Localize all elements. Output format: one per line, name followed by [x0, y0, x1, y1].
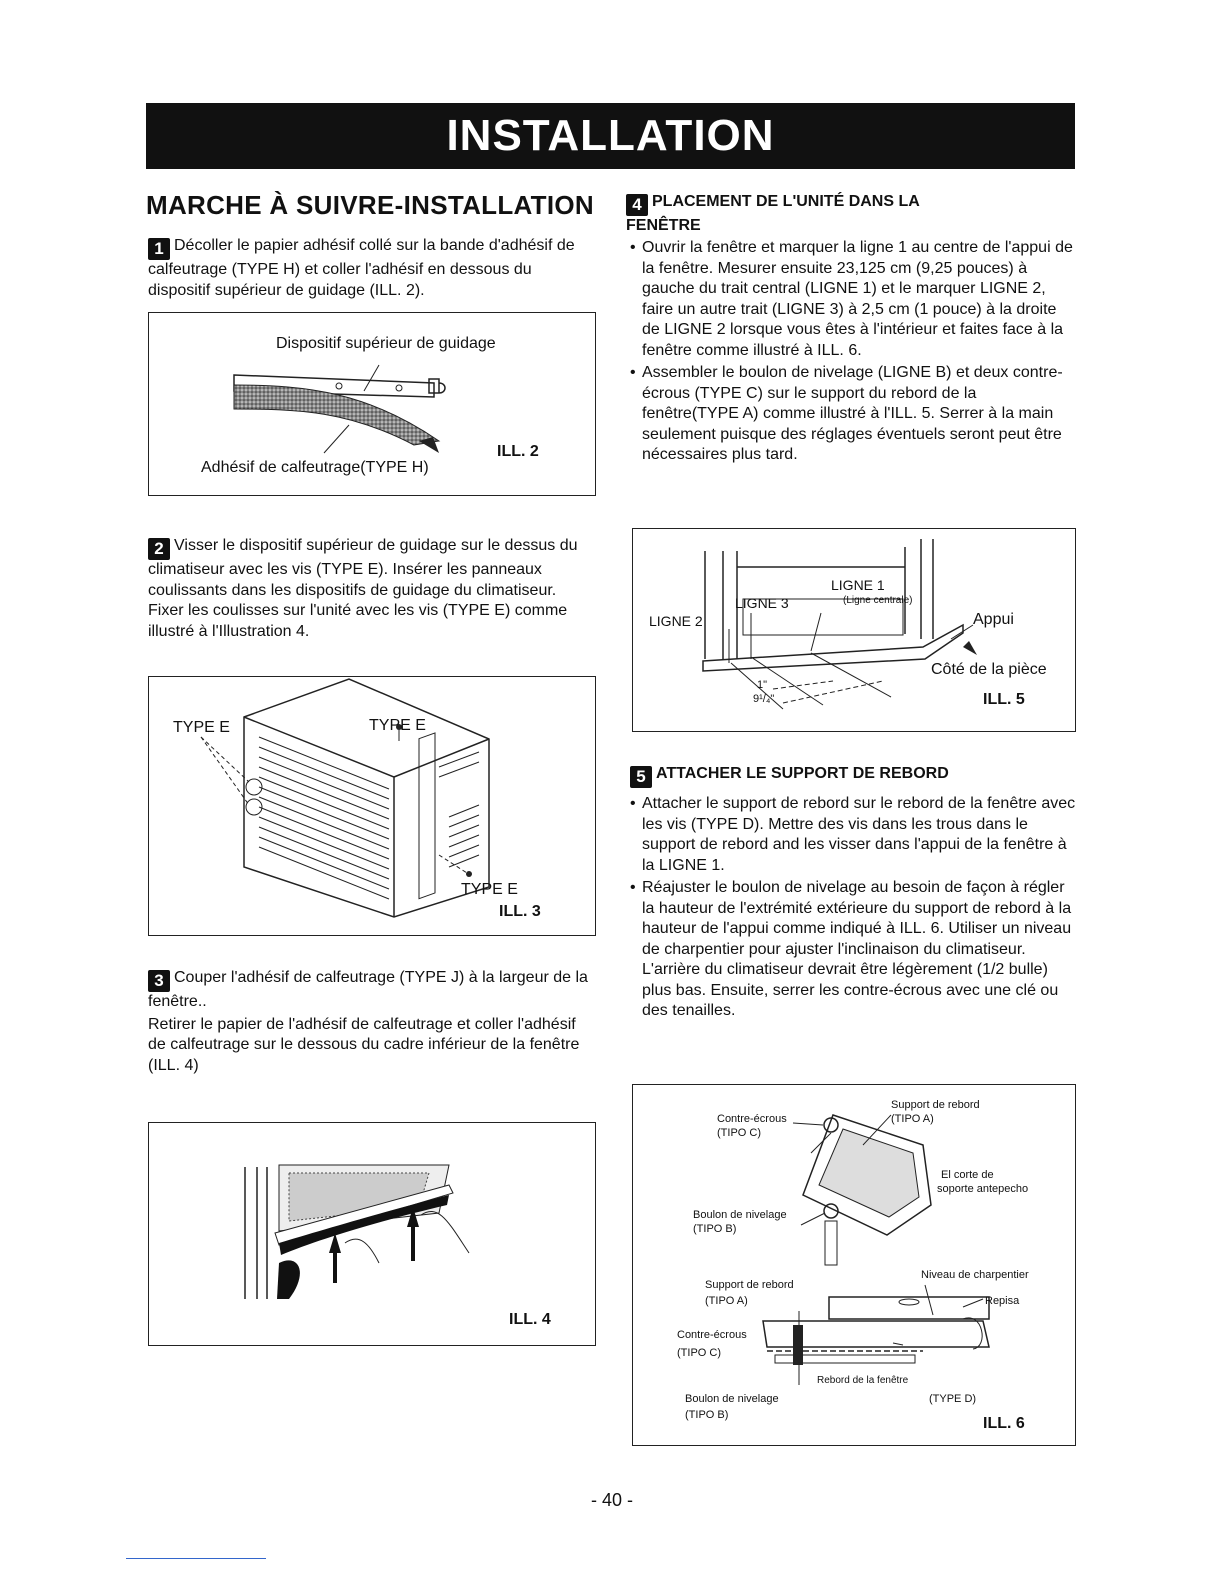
illustration-2 [148, 312, 596, 496]
step-4-heading [626, 192, 1076, 236]
ill3-label-type-e-left: TYPE E [173, 719, 230, 736]
section-heading: MARCHE À SUIVRE-INSTALLATION [146, 190, 594, 220]
step-1 [148, 236, 596, 301]
step-3-text-b: Retirer le papier de l'adhésif de calfeutrage et coller l'adhésif de calfeutrage sur le dessous du cadre inférieur de la fenêtre (ILL. 4) [148, 1015, 580, 1074]
step-1-number: 1 [148, 238, 170, 260]
step-5-bullet: • Réajuster le boulon de nivelage au besoin de façon à régler la hauteur de l'extrémité extérieure du support de rebord à la hauteur de l'appui comme indiqué à ILL. 6. Utiliser un niveau de charpentier pour ajuster l'inclinaison du climatiseur. L'arrière du climatiseur devrait être légèrement (1/2 bulle) plus bas. Ensuite, serrer les contre-écrous avec une clé ou des tenailles. [630, 878, 1076, 1022]
ill6-contre-ecrous-bot: Contre-écrous [677, 1329, 747, 1341]
ill6-contre-ecrous-top: Contre-écrous [717, 1113, 787, 1125]
page-number: - 40 - [590, 1490, 633, 1510]
step-4-bullet: • Ouvrir la fenêtre et marquer la ligne 1 au centre de l'appui de la fenêtre. Mesurer ensuite 23,125 cm (9,25 pouces) à gauche du trait central (LIGNE 1) et le marquer LIGNE 2, faire un autre trait (LIGNE 3) à 2,5 cm (1 pouce) à la droite de LIGNE 2 lorsque vous êtes à l'intérieur et faites face à la fenêtre comme illustré à ILL. 6. [630, 238, 1076, 361]
ill5-ligne3: LIGNE 3 [735, 595, 789, 611]
ill6-tipo-a-top: (TIPO A) [891, 1113, 934, 1125]
illustration-5 [632, 528, 1076, 732]
ill6-boulon-mid: Boulon de nivelage [693, 1209, 787, 1221]
ill2-label-top: Dispositif supérieur de guidage [276, 335, 496, 352]
ill5-cote: Côté de la pièce [931, 661, 1047, 678]
step-2 [148, 536, 596, 642]
step-3-text-a: Couper l'adhésif de calfeutrage (TYPE J) à la largeur de la fenêtre.. [148, 969, 588, 1010]
ill5-ligne-centrale: (Ligne centrale) [843, 595, 913, 606]
footer-rule [126, 1558, 266, 1559]
ill5-ligne2: LIGNE 2 [649, 613, 703, 629]
step-5-bullets [630, 794, 1076, 1024]
step-2-text: Visser le dispositif supérieur de guidage sur le dessus du climatiseur avec les vis (TYPE E). Insérer les panneaux coulissants dans les dispositifs de guidage du climatiseur. Fixer les coulisses sur l'unité avec les vis (TYPE E) comme illustré à l'Illustration 4. [148, 537, 578, 640]
step-5-bullet: • Attacher le support de rebord sur le rebord de la fenêtre avec les vis (TYPE D). Mettre des vis dans les trous dans le support de rebord and les visser dans l'appui de la fenêtre à la LIGNE 1. [630, 794, 1076, 876]
ill6-niveau: Niveau de charpentier [921, 1269, 1029, 1281]
ill6-caption: ILL. 6 [983, 1415, 1025, 1432]
ill6-tipo-b-mid: (TIPO B) [693, 1223, 737, 1235]
ill6-tipo-b-bot: (TIPO B) [685, 1409, 729, 1421]
step-5-heading-text: ATTACHER LE SUPPORT DE REBORD [656, 765, 949, 782]
ill6-soporte: soporte antepecho [937, 1183, 1029, 1195]
ill5-dim-1: 1" [757, 679, 768, 691]
step-3-number: 3 [148, 970, 170, 992]
page-banner: INSTALLATION [146, 103, 1075, 169]
illustration-6 [632, 1084, 1076, 1446]
ill6-tipo-a-mid: (TIPO A) [705, 1295, 748, 1307]
ill6-tipo-c-top: (TIPO C) [717, 1127, 761, 1139]
ill6-support-top: Support de rebord [891, 1099, 980, 1111]
ill4-caption: ILL. 4 [509, 1311, 551, 1328]
step-4-bullet: • Assembler le boulon de nivelage (LIGNE B) et deux contre-écrous (TYPE C) sur le support du rebord de la fenêtre(TYPE A) comme illustré à l'ILL. 5. Serrer à la main seulement puisque des réglages éventuels seront peut être nécessaires plus tard. [630, 363, 1076, 466]
ill6-support-mid: Support de rebord [705, 1279, 794, 1291]
ill5-appui: Appui [973, 611, 1014, 628]
ill5-caption: ILL. 5 [983, 691, 1025, 708]
step-1-text: Décoller le papier adhésif collé sur la bande d'adhésif de calfeutrage (TYPE H) et coller l'adhésif en dessous du dispositif supérieur de guidage (ILL. 2). [148, 237, 575, 299]
ill5-dim-2: 9¹/₄" [753, 693, 775, 705]
step-5-number: 5 [630, 766, 652, 788]
step-4-bullets [630, 238, 1076, 468]
step-4-heading-a: PLACEMENT DE L'UNITÉ DANS LA [652, 193, 920, 210]
illustration-3 [148, 676, 596, 936]
ill6-boulon-bot: Boulon de nivelage [685, 1393, 779, 1405]
step-2-number: 2 [148, 538, 170, 560]
ill2-caption: ILL. 2 [497, 443, 539, 460]
step-4-heading-b: FENÊTRE [626, 217, 701, 234]
ill3-label-type-e-bottom: TYPE E [461, 881, 518, 898]
ill3-label-type-e-top: TYPE E [369, 717, 426, 734]
ill6-repisa: Repisa [985, 1295, 1020, 1307]
ill2-label-bottom: Adhésif de calfeutrage(TYPE H) [201, 459, 429, 476]
step-5-heading [630, 764, 1076, 788]
ill6-el-corte: El corte de [941, 1169, 994, 1181]
ill6-type-d: (TYPE D) [929, 1393, 977, 1405]
illustration-4 [148, 1122, 596, 1346]
ill6-rebord: Rebord de la fenêtre [817, 1375, 909, 1386]
step-3-para-a [148, 968, 596, 1013]
step-3 [148, 968, 596, 1076]
ill6-tipo-c-bot: (TIPO C) [677, 1347, 721, 1359]
ill3-caption: ILL. 3 [499, 903, 541, 920]
step-4-number: 4 [626, 194, 648, 216]
ill5-ligne1: LIGNE 1 [831, 577, 885, 593]
air-conditioner-drawing [149, 677, 597, 937]
